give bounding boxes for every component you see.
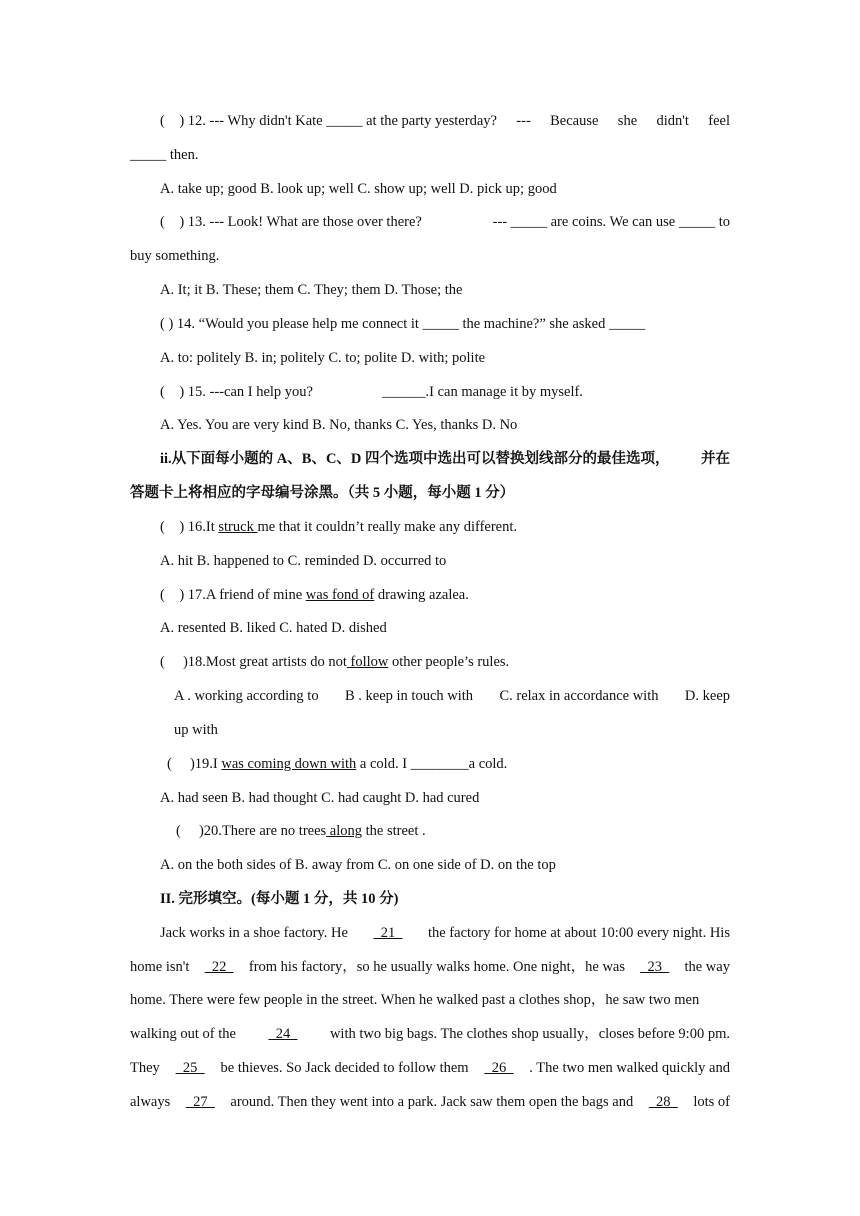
q15-question-text: ( ) 15. ---can I help you? — [160, 384, 313, 400]
blank-22: 22 — [204, 959, 234, 975]
q15-answer-text: ______.I can manage it by myself. — [382, 384, 583, 400]
passage-line1: Jack works in a shoe factory. He 21 the factory for home at about 10:00 every night. His — [160, 925, 730, 941]
q20-underlined-word: along — [326, 823, 363, 839]
q13-options: A. It; it B. These; them C. They; them D. Those; the — [160, 282, 463, 298]
passage-line6: always 27 around. Then they went into a park. Jack saw them open the bags and 28 lots of — [130, 1094, 730, 1110]
q18-line1: ( )18.Most great artists do not follow other people’s rules. — [160, 654, 510, 670]
q12-question-text: ( ) 12. --- Why didn't Kate _____ at the party yesterday? — [160, 113, 497, 129]
passage-line5: They 25 be thieves. So Jack decided to follow them 26 . The two men walked quickly and — [130, 1060, 730, 1076]
passage-line4: walking out of the 24 with two big bags. The clothes shop usually，closes before 9:00 pm. — [130, 1026, 730, 1042]
blank-24: 24 — [268, 1026, 298, 1042]
cloze-section-heading: II. 完形填空。(每小题 1 分，共 10 分) — [160, 891, 399, 907]
q14-options: A. to: politely B. in; politely C. to; polite D. with; polite — [160, 350, 486, 366]
q17-options: A. resented B. liked C. hated D. dished — [160, 620, 387, 636]
q18-underlined-word: follow — [346, 654, 389, 670]
section-ii-instructions-line2: 答题卡上将相应的字母编号涂黑。（共 5 小题，每小题 1 分） — [130, 485, 515, 501]
q12-options: A. take up; good B. look up; well C. show up; well D. pick up; good — [160, 181, 557, 197]
q17-underlined-phrase: was fond of — [305, 587, 375, 603]
q19-underlined-phrase: was coming down with — [221, 756, 357, 772]
blank-23: 23 — [640, 959, 670, 975]
q12-line1: ( ) 12. --- Why didn't Kate _____ at the party yesterday? --- Because she didn't feel — [160, 113, 730, 129]
passage-line2: home isn't 22 from his factory，so he usually walks home. One night，he was 23 the way — [130, 959, 730, 975]
q19-options: A. had seen B. had thought C. had caught D. had cured — [160, 790, 480, 806]
q14-line1: ( ) 14. “Would you please help me connect it _____ the machine?” she asked _____ — [160, 316, 646, 332]
q16-options: A. hit B. happened to C. reminded D. occurred to — [160, 553, 447, 569]
q12-line2: _____ then. — [130, 147, 199, 163]
passage-line3: home. There were few people in the street. When he walked past a clothes shop，he saw two men — [130, 992, 700, 1008]
q18-options-cont: up with — [174, 722, 218, 738]
blank-27: 27 — [185, 1094, 215, 1110]
q17-line1: ( ) 17.A friend of mine was fond of drawing azalea. — [160, 587, 469, 603]
q13-line2: buy something. — [130, 248, 220, 264]
q13-answer-text: --- _____ are coins. We can use _____ to — [492, 214, 730, 230]
blank-28: 28 — [648, 1094, 678, 1110]
q20-line1: ( )20.There are no trees along the street . — [176, 823, 426, 839]
q15-line1 — [160, 382, 730, 402]
q18-options: A . working according to B . keep in touch with C. relax in accordance with D. keep — [174, 688, 730, 704]
blank-21: 21 — [373, 925, 403, 941]
q13-line1 — [160, 212, 730, 232]
blank-25: 25 — [175, 1060, 205, 1076]
q19-line1: ( )19.I was coming down with a cold. I ________a cold. — [167, 756, 508, 772]
q20-options: A. on the both sides of B. away from C. on one side of D. on the top — [160, 857, 556, 873]
section-ii-instructions-line1: ii.从下面每小题的 A、B、C、D 四个选项中选出可以替换划线部分的最佳选项， 并在 — [160, 451, 730, 467]
q16-line1: ( ) 16.It struck me that it couldn’t really make any different. — [160, 519, 518, 535]
q15-options: A. Yes. You are very kind B. No, thanks C. Yes, thanks D. No — [160, 417, 518, 433]
q13-question-text: ( ) 13. --- Look! What are those over there? — [160, 214, 422, 230]
q16-underlined-word: struck — [218, 519, 258, 535]
blank-26: 26 — [484, 1060, 514, 1076]
